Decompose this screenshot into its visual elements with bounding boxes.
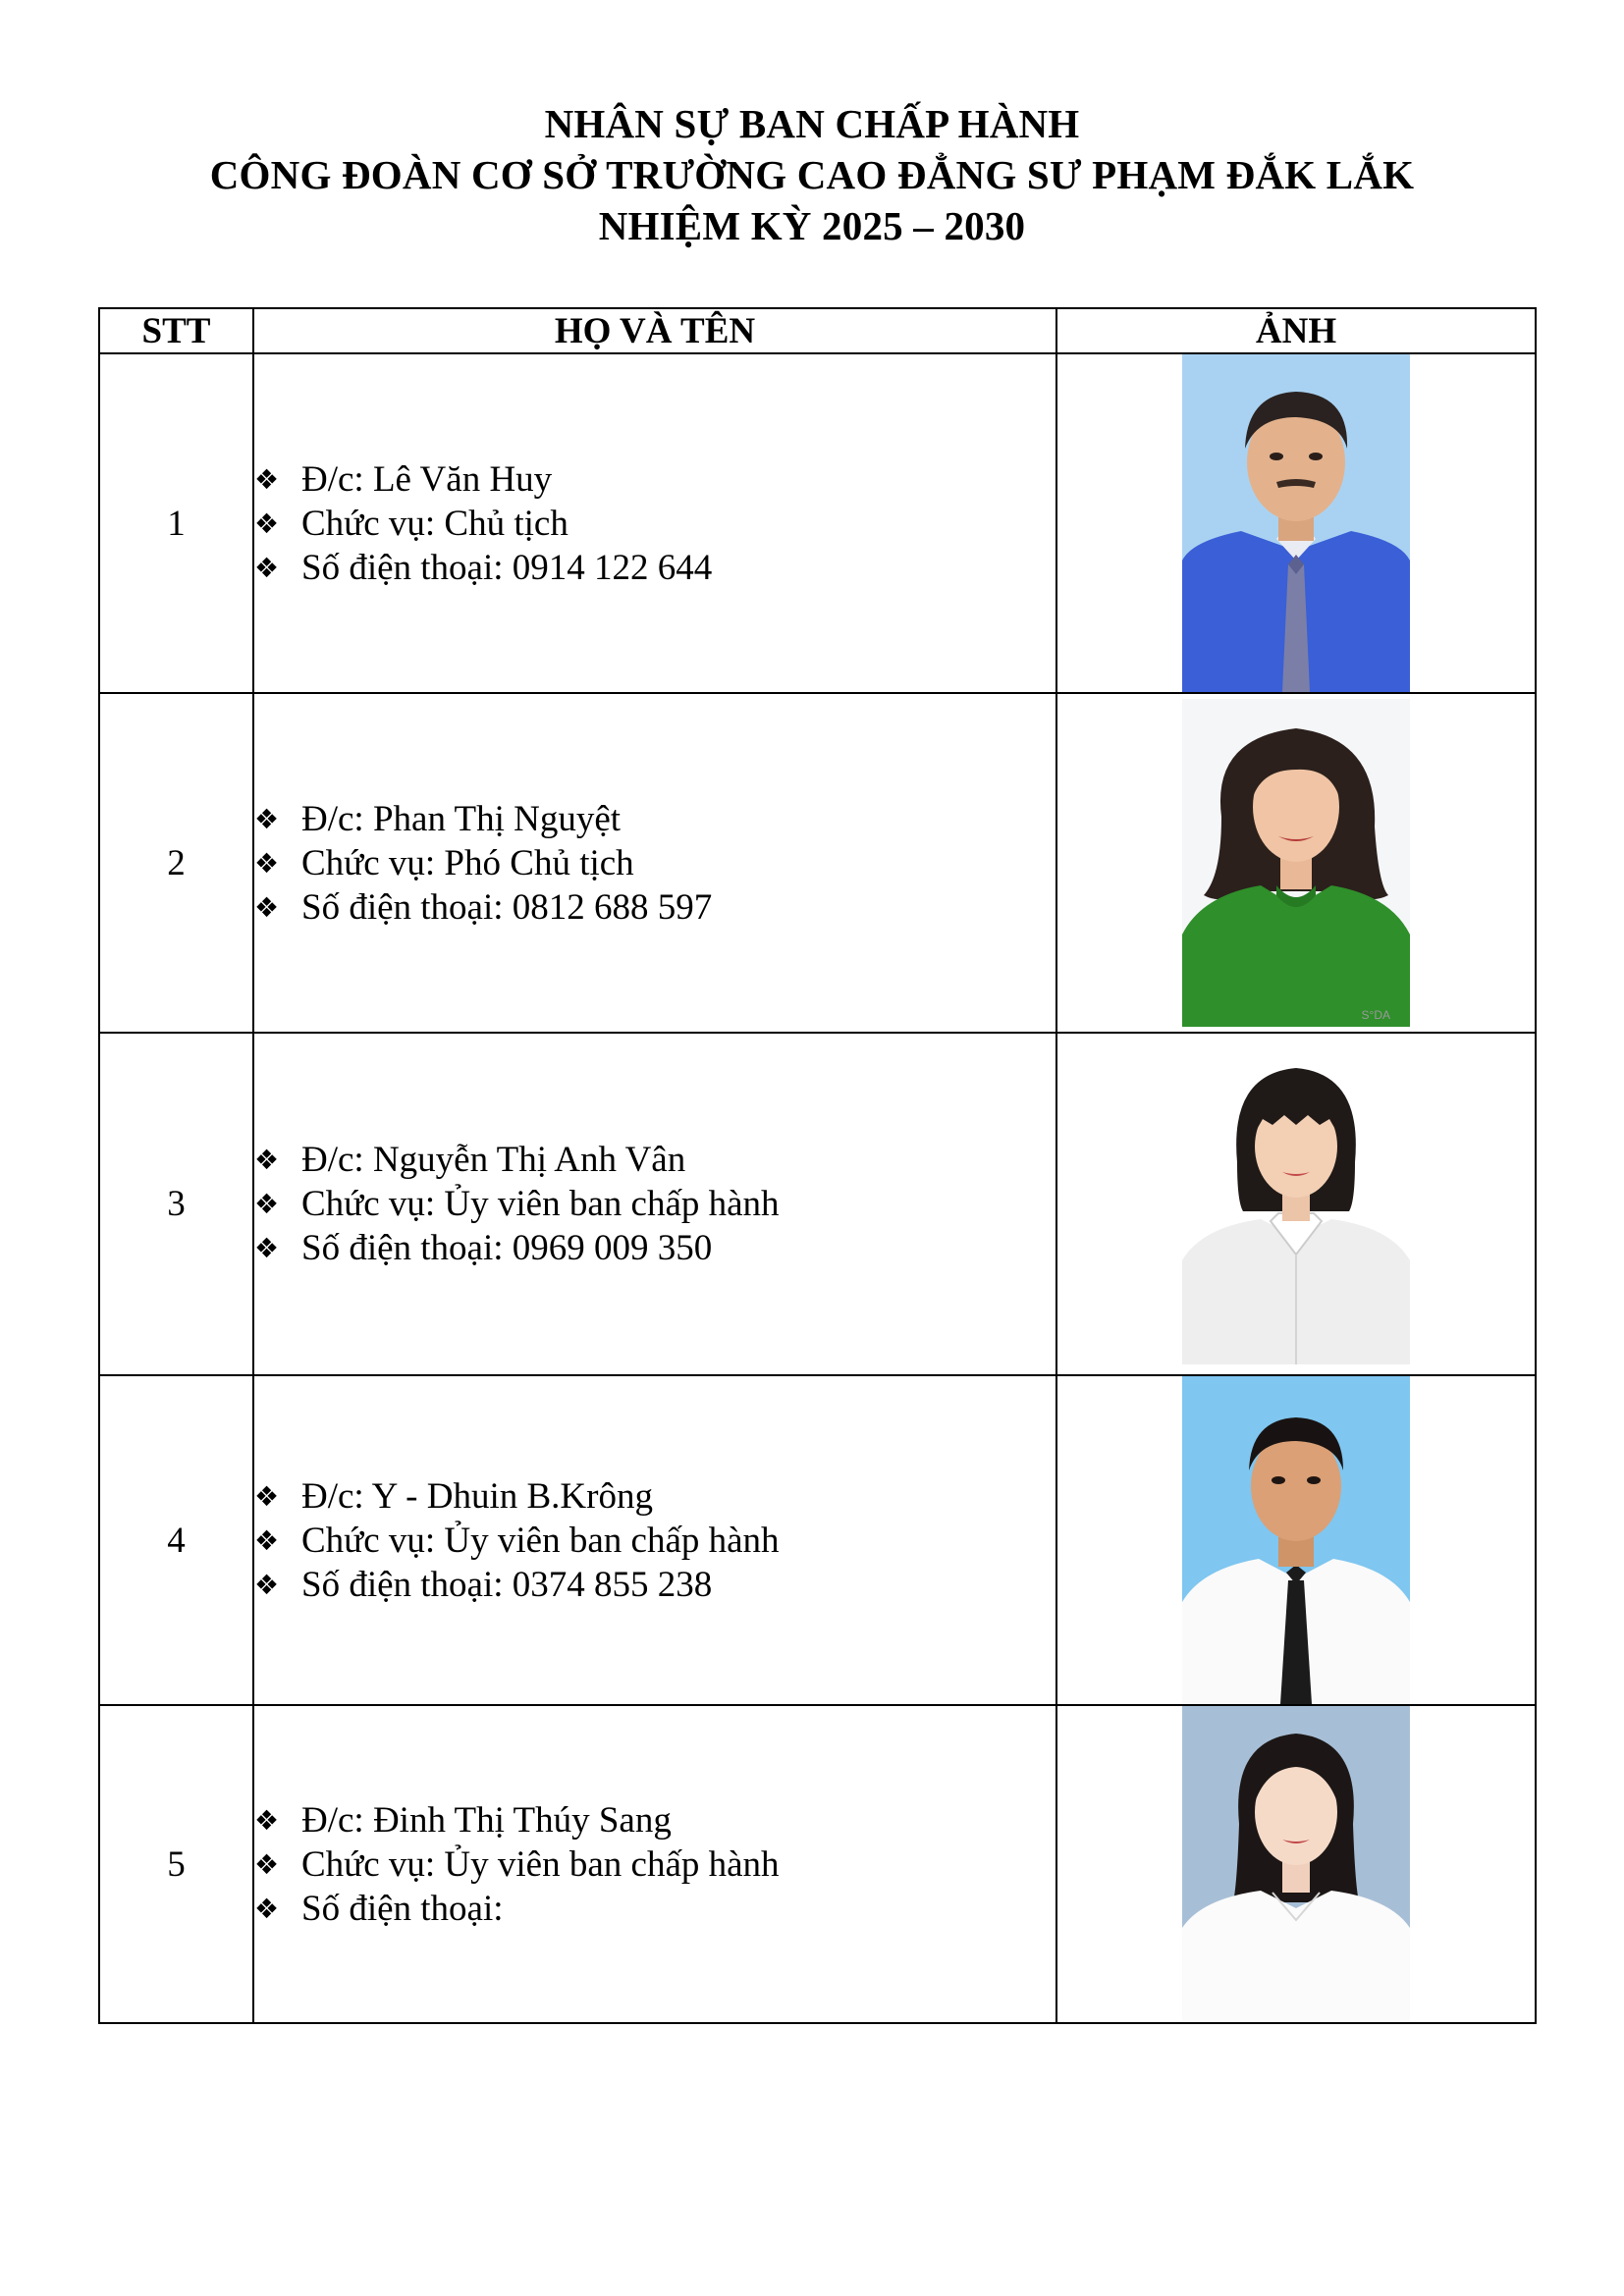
bullet-icon: ❖: [254, 1188, 280, 1220]
list-item: [254, 1519, 1056, 1563]
list-item: [254, 502, 1056, 546]
table-row: [99, 1033, 1536, 1375]
bullet-icon: ❖: [254, 1523, 280, 1557]
member-role: Chức vụ: Ủy viên ban chấp hành: [301, 1184, 780, 1224]
member-name: Đ/c: Đinh Thị Thúy Sang: [301, 1799, 672, 1841]
member-role: Chức vụ: Ủy viên ban chấp hành: [301, 1843, 780, 1885]
document-title: [0, 98, 1624, 251]
row-number: 1: [99, 353, 253, 693]
list-item: [254, 1474, 1056, 1519]
list-item: [254, 1182, 1056, 1226]
member-phone: Số điện thoại: 0812 688 597: [301, 886, 713, 928]
title-line-3: NHIỆM KỲ 2025 – 2030: [598, 203, 1026, 248]
photo-watermark: S°DA: [1361, 1008, 1390, 1022]
member-name: Đ/c: Nguyễn Thị Anh Vân: [301, 1140, 686, 1180]
member-phone: Số điện thoại:: [301, 1888, 504, 1929]
list-item: [254, 1842, 1056, 1887]
bullet-icon: ❖: [254, 802, 280, 835]
member-role: Chức vụ: Phó Chủ tịch: [301, 842, 634, 883]
row-number: 5: [99, 1705, 253, 2023]
table-row: [99, 1705, 1536, 2023]
table-row: [99, 693, 1536, 1033]
photo-cell: [1056, 353, 1536, 693]
members-table: [98, 307, 1537, 2024]
member-photo: [1182, 1044, 1410, 1364]
row-number: 2: [99, 693, 253, 1033]
member-info: [253, 1705, 1056, 2023]
photo-cell: [1056, 1705, 1536, 2023]
bullet-icon: ❖: [254, 551, 280, 584]
bullet-icon: ❖: [254, 507, 280, 540]
list-item: [254, 797, 1056, 841]
photo-cell: [1056, 693, 1536, 1033]
title-line-2: CÔNG ĐOÀN CƠ SỞ TRƯỜNG CAO ĐẲNG SƯ PHẠM ĐẮK LẮK: [209, 152, 1415, 197]
list-item: [254, 885, 1056, 930]
bullet-icon: ❖: [254, 1892, 280, 1925]
list-item: [254, 457, 1056, 502]
member-info: [253, 353, 1056, 693]
row-number: 3: [99, 1033, 253, 1375]
header-name: HỌ VÀ TÊN: [253, 308, 1056, 353]
member-role: Chức vụ: Chủ tịch: [301, 503, 568, 544]
list-item: [254, 1138, 1056, 1182]
list-item: [254, 1563, 1056, 1607]
member-name: Đ/c: Y - Dhuin B.Krông: [301, 1475, 653, 1517]
bullet-icon: ❖: [254, 462, 280, 496]
member-name: Đ/c: Lê Văn Huy: [301, 458, 553, 500]
bullet-icon: ❖: [254, 846, 280, 880]
member-info: [253, 1033, 1056, 1375]
bullet-icon: ❖: [254, 1847, 280, 1881]
table-row: [99, 353, 1536, 693]
member-photo: [1182, 1376, 1410, 1704]
photo-cell: [1056, 1033, 1536, 1375]
member-phone: Số điện thoại: 0969 009 350: [301, 1228, 713, 1268]
member-role: Chức vụ: Ủy viên ban chấp hành: [301, 1520, 780, 1561]
header-stt: STT: [99, 308, 253, 353]
bullet-icon: ❖: [254, 1232, 280, 1264]
header-photo: ẢNH: [1056, 308, 1536, 353]
table-row: [99, 1375, 1536, 1705]
member-photo: [1182, 1706, 1410, 2022]
list-item: [254, 841, 1056, 885]
member-phone: Số điện thoại: 0914 122 644: [301, 547, 713, 588]
list-item: [254, 1798, 1056, 1842]
member-photo: [1182, 354, 1410, 692]
member-info: [253, 1375, 1056, 1705]
member-name: Đ/c: Phan Thị Nguyệt: [301, 798, 622, 839]
list-item: [254, 546, 1056, 590]
row-number: 4: [99, 1375, 253, 1705]
list-item: [254, 1226, 1056, 1270]
member-info: [253, 693, 1056, 1033]
bullet-icon: ❖: [254, 1568, 280, 1601]
bullet-icon: ❖: [254, 1144, 280, 1176]
table-header-row: [99, 308, 1536, 353]
bullet-icon: ❖: [254, 1479, 280, 1513]
bullet-icon: ❖: [254, 1803, 280, 1837]
photo-cell: [1056, 1375, 1536, 1705]
member-phone: Số điện thoại: 0374 855 238: [301, 1564, 713, 1605]
list-item: [254, 1887, 1056, 1931]
title-line-1: NHÂN SỰ BAN CHẤP HÀNH: [544, 101, 1080, 146]
member-photo: [1182, 699, 1410, 1027]
bullet-icon: ❖: [254, 890, 280, 924]
